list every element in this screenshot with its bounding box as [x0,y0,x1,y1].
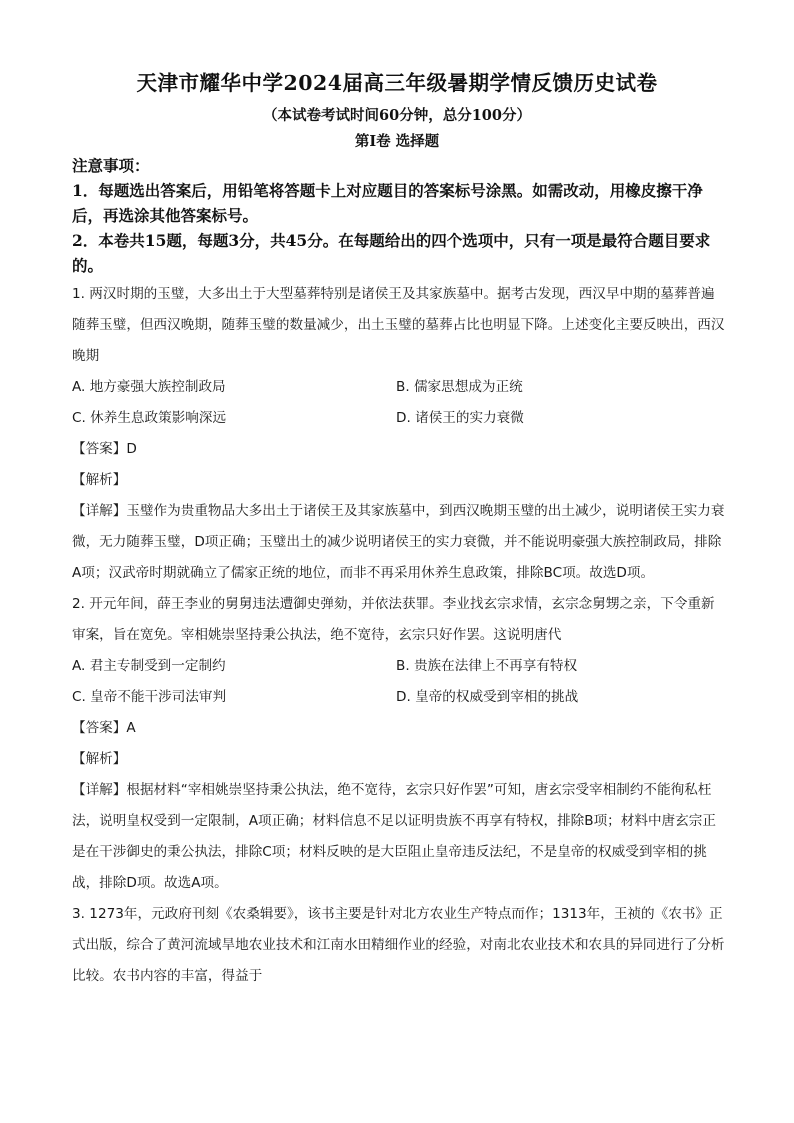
question-2-option-b: B. 贵族在法律上不再享有特权 [396,658,578,674]
question-2-detail: 【详解】根据材料“宰相姚崇坚持秉公执法，绝不宽待，玄宗只好作罢”可知，唐玄宗受宰相制约不能徇私枉法，说明皇权受到一定限制，A项正确；材料信息不足以证明贵族不再享有特权，排除B项；材料中唐玄宗正是在干涉御史的秉公执法，排除C项；材料反映的是大臣阻止皇帝违反法纪，不是皇帝的权威受到宰相的挑战，排除D项。故选A项。 [72,782,716,891]
question-2-option-c: C. 皇帝不能干涉司法审判 [72,689,227,705]
question-2-stem: 2. 开元年间，薛王李业的舅舅违法遭御史弹劾，并依法获罪。李业找玄宗求情，玄宗念舅甥之亲，下令重新审案，旨在宽免。宰相姚崇坚持秉公执法，绝不宽待，玄宗只好作罢。这说明唐代 [72,596,715,643]
question-2-options [72,651,728,713]
instruction-item-1: 1．每题选出答案后，用铅笔将答题卡上对应题目的答案标号涂黑。如需改动，用橡皮擦干净后，再选涂其他答案标号。 [72,181,703,225]
instructions-heading: 注意事项： [72,156,150,175]
question-2-option-d: D. 皇帝的权威受到宰相的挑战 [396,689,579,705]
question-1-analysis-label: 【解析】 [72,472,127,488]
question-1-options [72,372,728,434]
question-2-answer: 【答案】A [72,720,136,736]
question-1-option-b: B. 儒家思想成为正统 [396,379,523,395]
question-1-option-c: C. 休养生息政策影响深远 [72,410,227,426]
question-1-option-a: A. 地方豪强大族控制政局 [72,379,226,395]
section-heading: 第Ⅰ卷 选择题 [354,133,440,150]
question-1-detail: 【详解】玉璧作为贵重物品大多出土于诸侯王及其家族墓中，到西汉晚期玉璧的出土减少，说明诸侯王实力衰微，无力随葬玉璧，D项正确；玉璧出土的减少说明诸侯王的实力衰微，并不能说明豪强大族控制政局，排除A项；汉武帝时期就确立了儒家正统的地位，而非不再采用休养生息政策，排除BC项。故选D项。 [72,503,725,581]
question-1-answer: 【答案】D [72,441,137,457]
exam-subtitle: （本试卷考试时间60分钟，总分100分） [263,107,531,124]
exam-title: 天津市耀华中学2024届高三年级暑期学情反馈历史试卷 [136,71,658,95]
instructions [72,153,724,278]
question-2-option-a: A. 君主专制受到一定制约 [72,658,226,674]
question-2-analysis-label: 【解析】 [72,751,127,767]
question-3-stem: 3. 1273年，元政府刊刻《农桑辑要》，该书主要是针对北方农业生产特点而作；1313年，王祯的《农书》正式出版，综合了黄河流域旱地农业技术和江南水田精细作业的经验，对南北农业技术和农具的异同进行了分析比较。农书内容的丰富，得益于 [72,906,725,984]
instruction-item-2: 2．本卷共15题，每题3分，共45分。在每题给出的四个选项中，只有一项是最符合题目要求的。 [72,231,711,275]
questions [72,279,728,992]
question-1-stem: 1. 两汉时期的玉璧，大多出土于大型墓葬特别是诸侯王及其家族墓中。据考古发现，西汉早中期的墓葬普遍随葬玉璧，但西汉晚期，随葬玉璧的数量减少，出土玉璧的墓葬占比也明显下降。上述变化主要反映出，西汉晚期 [72,286,725,364]
question-1-option-d: D. 诸侯王的实力衰微 [396,410,524,426]
